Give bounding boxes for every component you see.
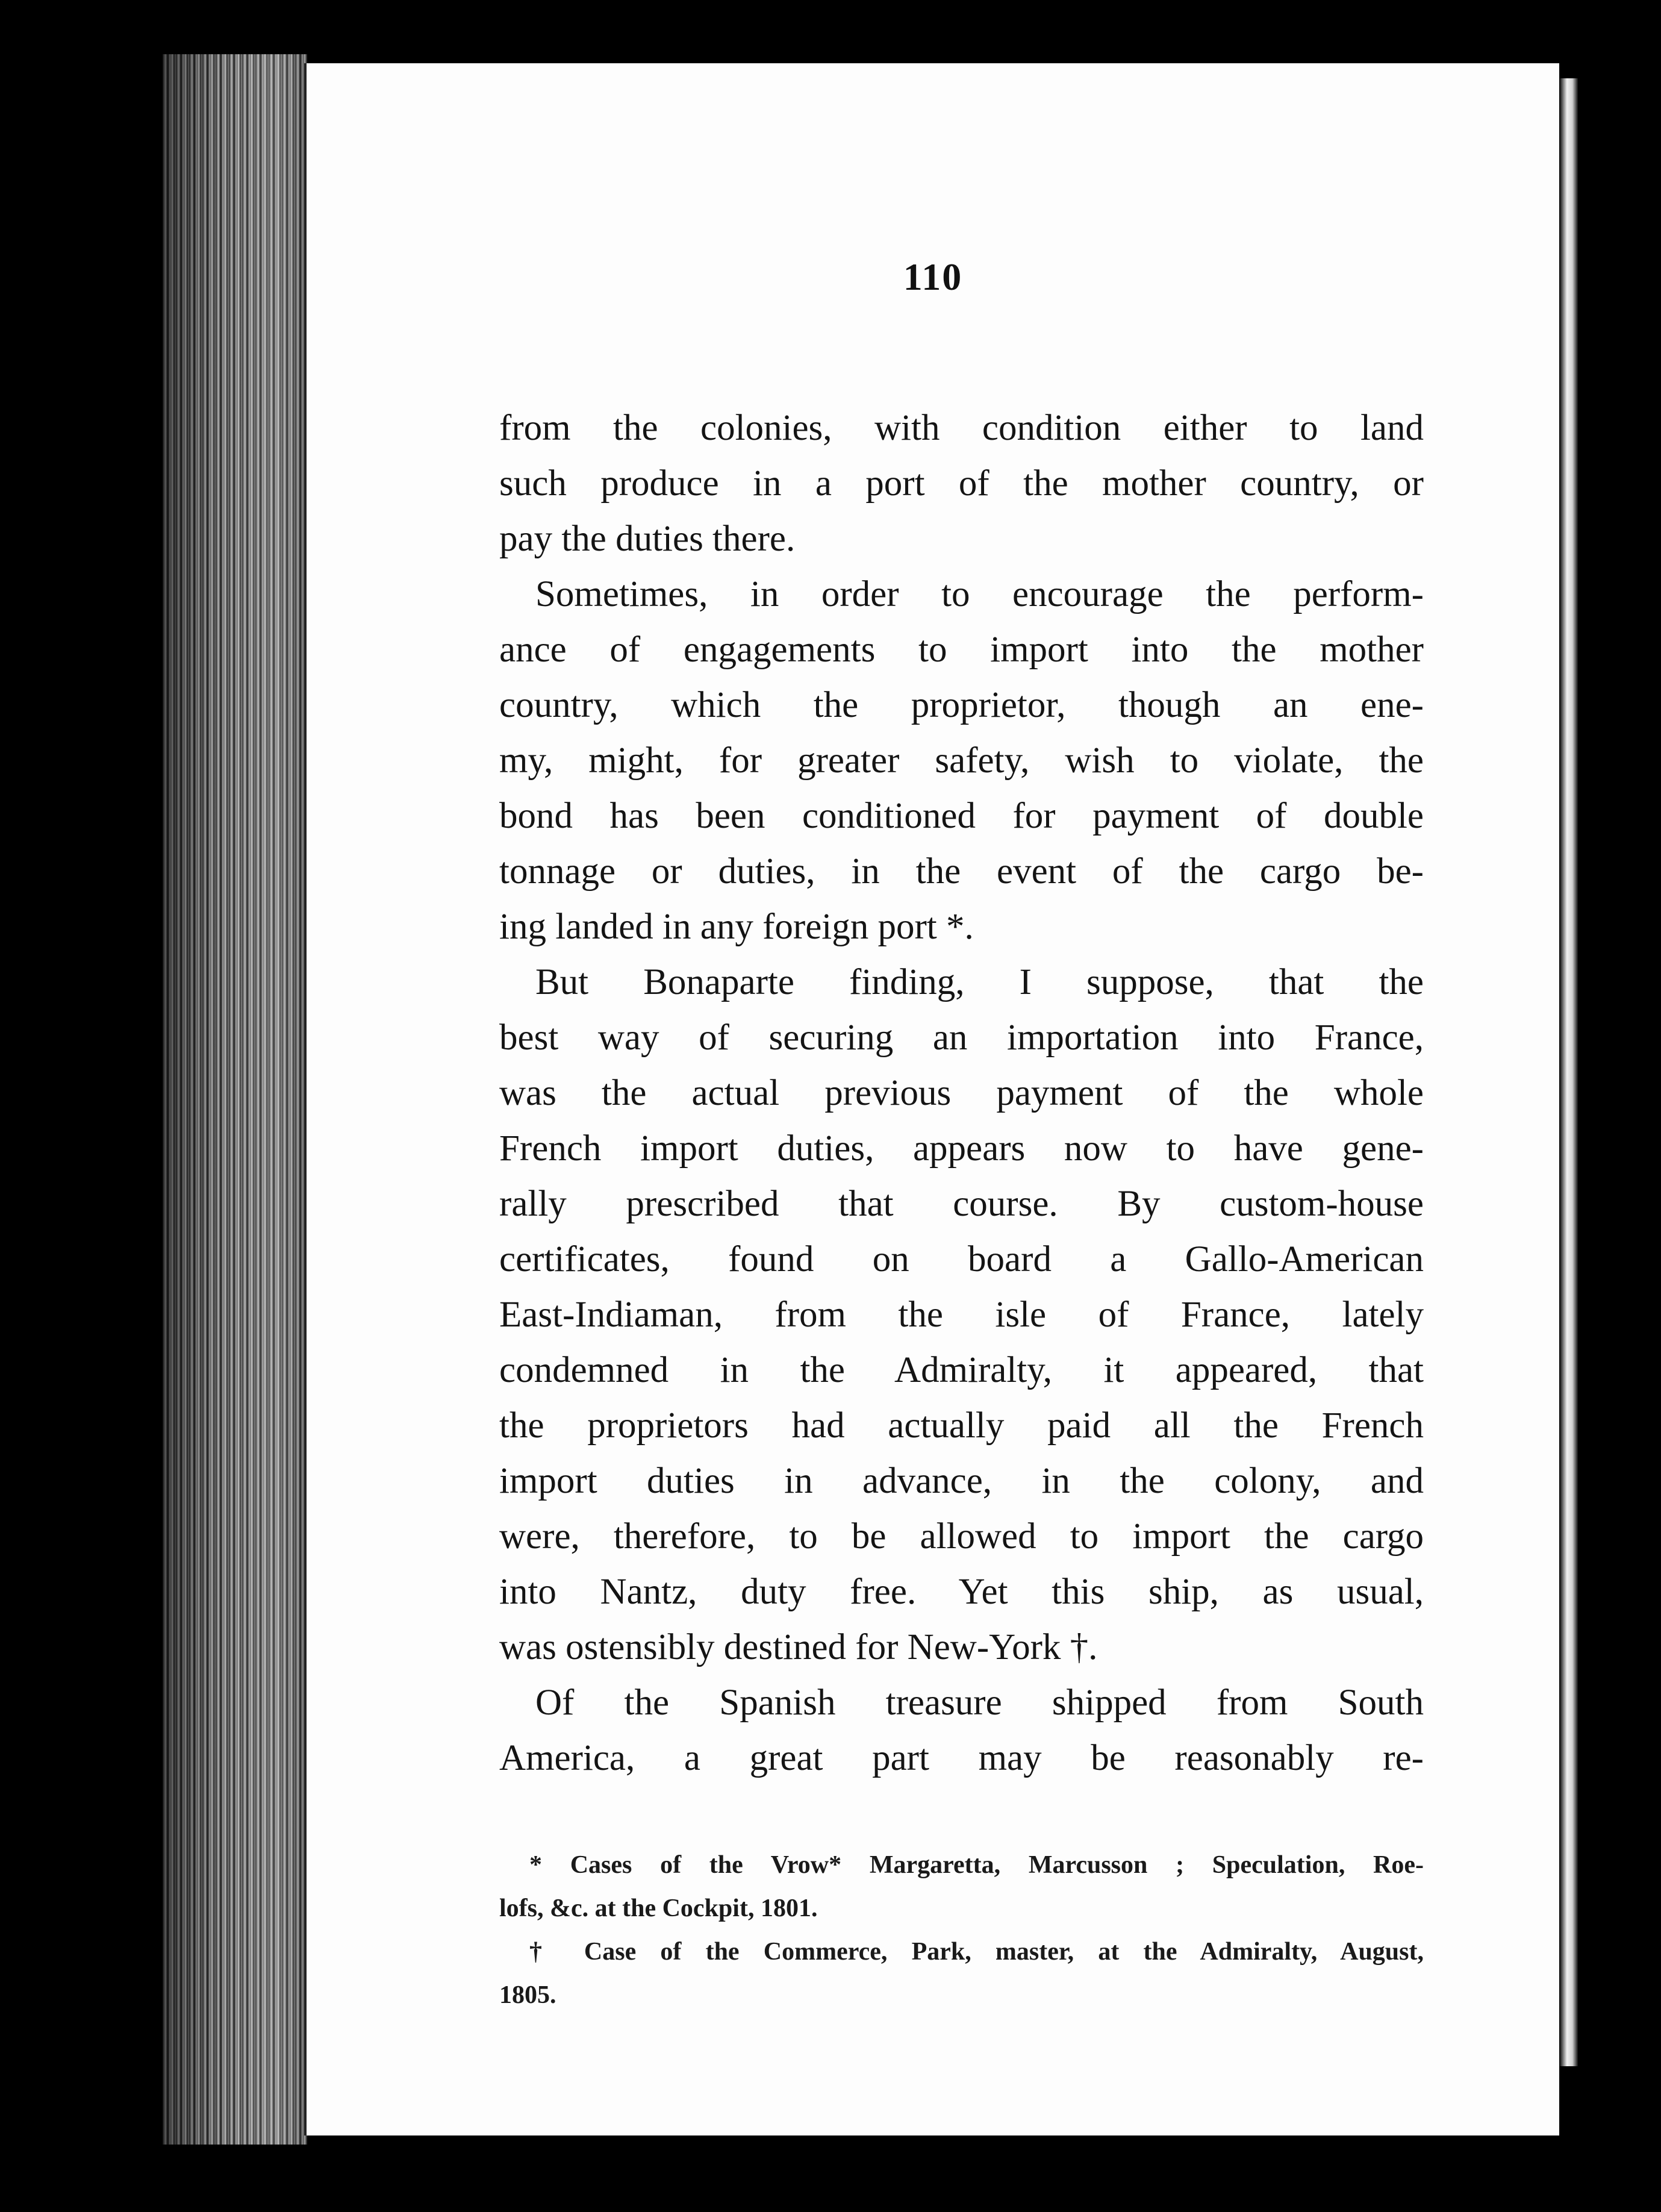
footnote-asterisk: [499, 1843, 1424, 1930]
text-line: Of the Spanish treasure shipped from South: [535, 1682, 1424, 1723]
text-line: tonnage or duties, in the event of the cargo be-: [499, 851, 1424, 892]
footnotes: [499, 1843, 1424, 2017]
text-line: was ostensibly destined for New-York †.: [499, 1627, 1098, 1667]
text-line: were, therefore, to be allowed to import the cargo: [499, 1516, 1424, 1557]
text-line: ance of engagements to import into the mother: [499, 630, 1424, 670]
text-line: America, a great part may be reasonably re-: [499, 1738, 1424, 1778]
facing-page-edge: [1560, 78, 1578, 2066]
paragraph-3: [499, 955, 1424, 1675]
text-line: condemned in the Admiralty, it appeared, that: [499, 1350, 1424, 1390]
text-line: from the colonies, with condition either to land: [499, 408, 1424, 448]
text-line: ing landed in any foreign port *.: [499, 907, 974, 947]
text-line: certificates, found on board a Gallo-American: [499, 1239, 1424, 1279]
paragraph-1: [499, 401, 1424, 567]
text-line: But Bonaparte finding, I suppose, that the: [535, 962, 1424, 1002]
text-line: into Nantz, duty free. Yet this ship, as usual,: [499, 1572, 1424, 1612]
text-line: French import duties, appears now to have gene-: [499, 1128, 1424, 1169]
text-line: import duties in advance, in the colony, and: [499, 1461, 1424, 1501]
page-number: 110: [903, 255, 963, 298]
text-line: such produce in a port of the mother country, or: [499, 463, 1424, 504]
paragraph-2: [499, 567, 1424, 955]
text-line: was the actual previous payment of the whole: [499, 1073, 1424, 1113]
paragraph-4: [499, 1675, 1424, 1786]
text-line: my, might, for greater safety, wish to violate, the: [499, 740, 1424, 781]
footnote-dagger: [499, 1930, 1424, 2017]
text-line: country, which the proprietor, though an ene-: [499, 685, 1424, 725]
text-line: best way of securing an importation into France,: [499, 1017, 1424, 1058]
text-line: East-Indiaman, from the isle of France, lately: [499, 1295, 1424, 1335]
book-page: [304, 63, 1559, 2135]
text-line: pay the duties there.: [499, 519, 796, 559]
text-line: rally prescribed that course. By custom-house: [499, 1184, 1424, 1224]
footnote-line: lofs, &c. at the Cockpit, 1801.: [499, 1895, 818, 1922]
body-text: [499, 401, 1424, 1786]
footnote-line: 1805.: [499, 1981, 556, 2009]
page-edge-stack: [163, 54, 307, 2145]
text-line: bond has been conditioned for payment of double: [499, 796, 1424, 836]
footnote-line: † Case of the Commerce, Park, master, at the Admiralty, August,: [529, 1938, 1424, 1966]
footnote-line: * Cases of the Vrow* Margaretta, Marcusson ; Speculation, Roe-: [529, 1851, 1424, 1879]
text-line: the proprietors had actually paid all the French: [499, 1405, 1424, 1446]
text-line: Sometimes, in order to encourage the perform-: [535, 574, 1424, 614]
